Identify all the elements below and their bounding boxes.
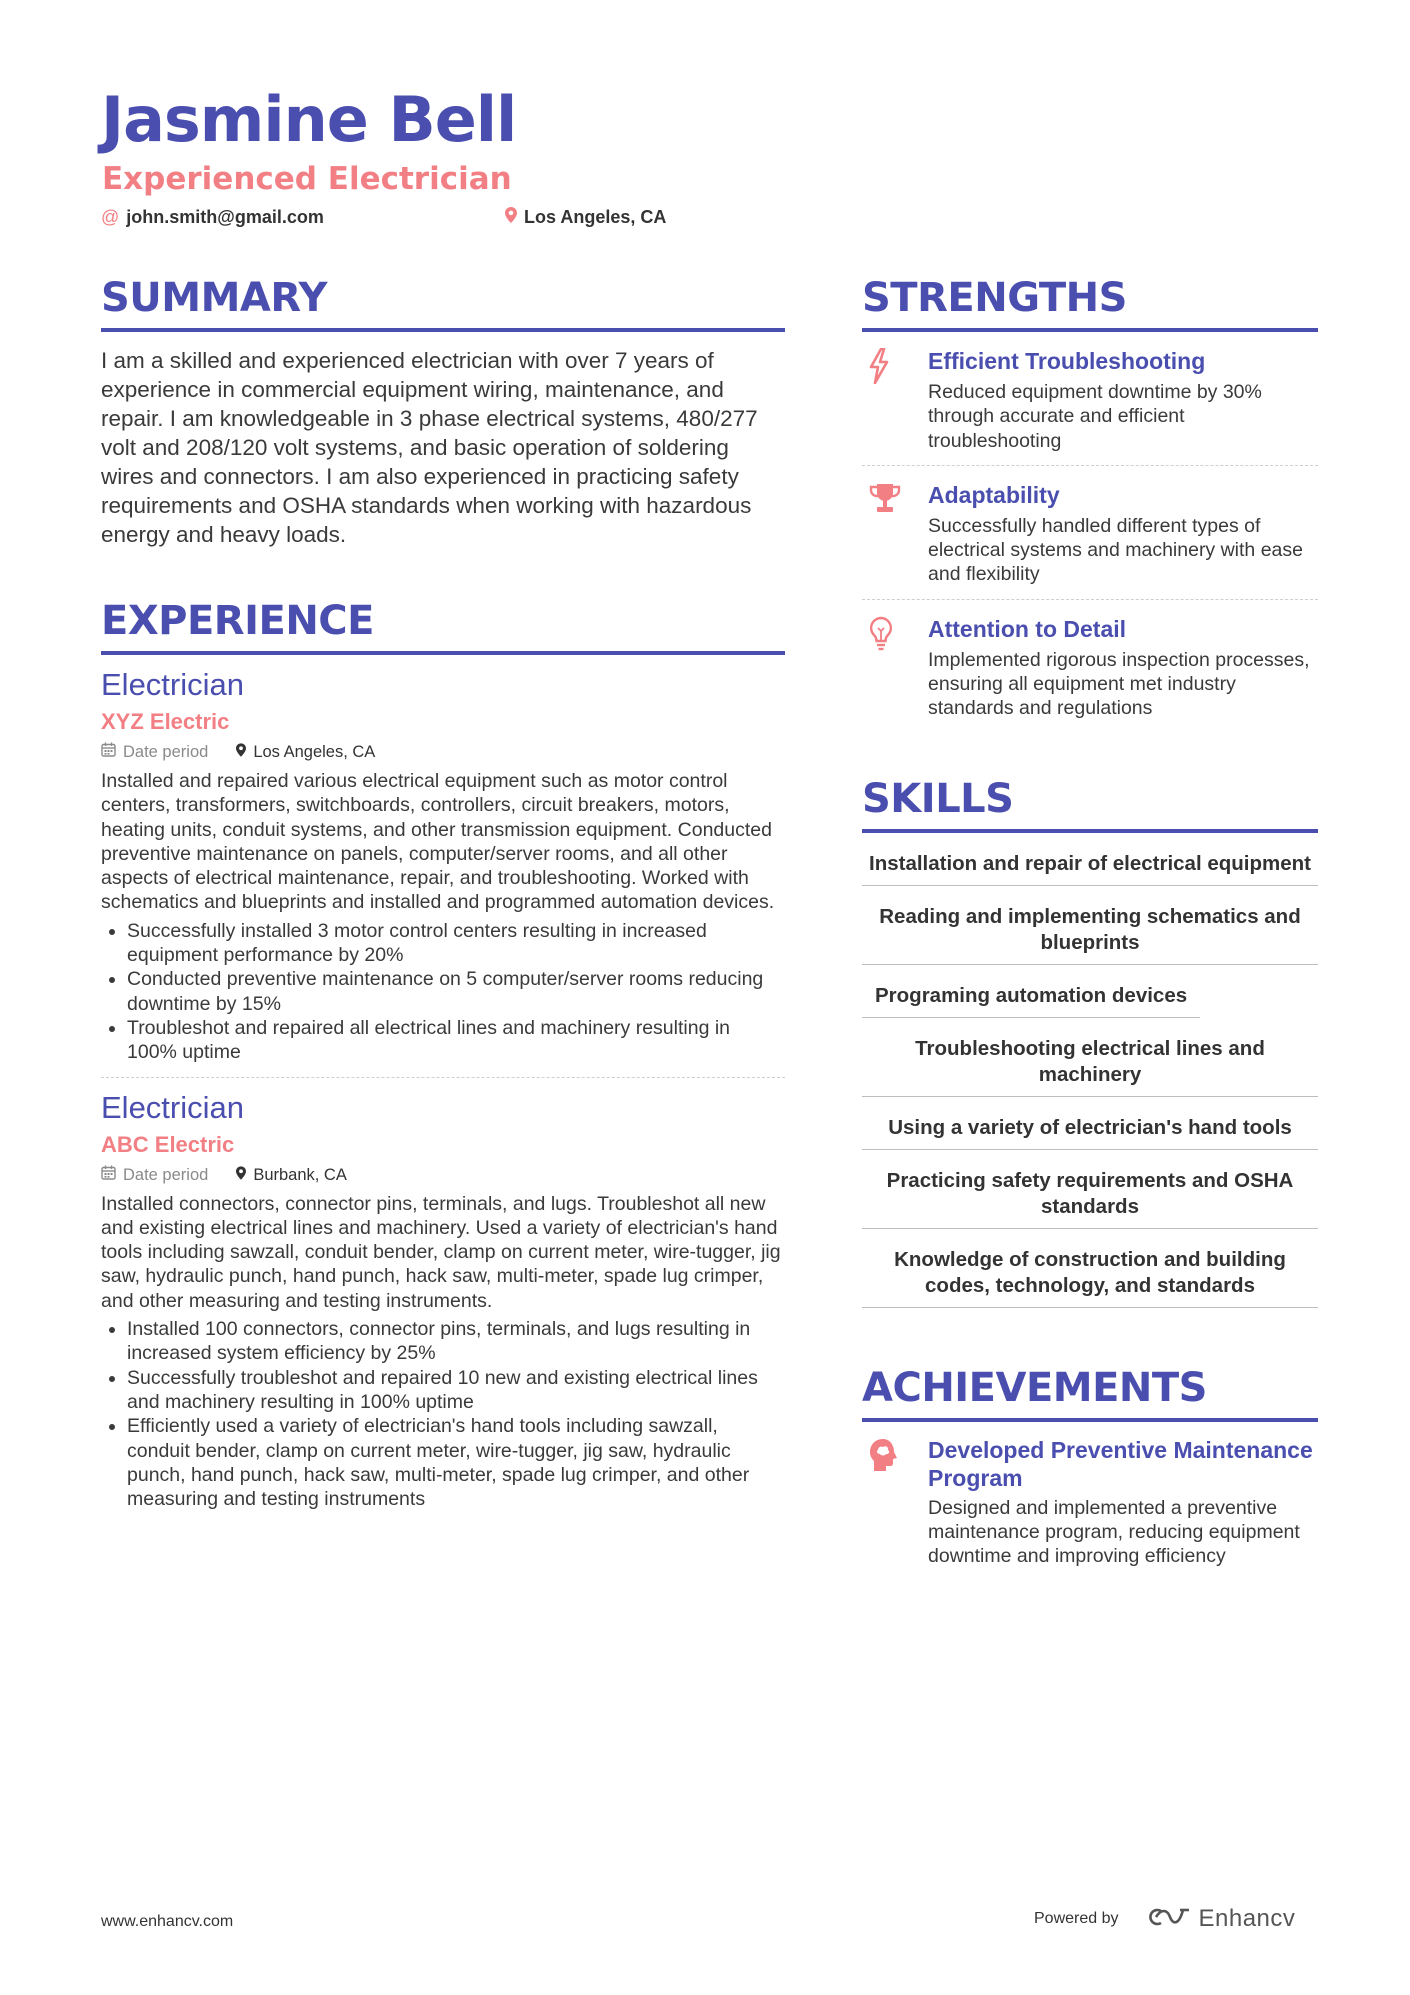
candidate-role: Experienced Electrician: [102, 161, 512, 197]
right-column: [862, 272, 1318, 1569]
footer-branding: [1034, 1905, 1295, 1933]
map-pin-icon: [505, 205, 517, 229]
skill-tag: Knowledge of construction and building codes, technology, and standards: [862, 1235, 1318, 1308]
skill-tag: Installation and repair of electrical equipment: [862, 839, 1318, 886]
job-company: ABC Electric: [101, 1131, 235, 1157]
job-entry: [101, 1088, 785, 1512]
strength-description: Implemented rigorous inspection processes, ensuring all equipment met industry standards and regulations: [928, 648, 1310, 720]
job-company: XYZ Electric: [101, 709, 230, 734]
summary-title: SUMMARY: [101, 272, 785, 332]
job-entry: [101, 665, 785, 1065]
job-meta: [101, 1164, 785, 1186]
email-text: john.smith@gmail.com: [126, 207, 324, 227]
job-description: Installed connectors, connector pins, terminals, and lugs. Troubleshot all new and existing electrical lines and machinery. Used a variety of electrician's hand tools including sawzall, conduit bender, clamp on current meter, wire-tugger, jig saw, hydraulic punch, hand punch, hack saw, multi-meter, spade lug crimper, and other measuring and testing instruments.: [101, 1192, 781, 1312]
achievements-title: ACHIEVEMENTS: [862, 1362, 1318, 1422]
strength-title: Adaptability: [928, 481, 1060, 508]
candidate-name: Jasmine Bell: [101, 83, 517, 156]
job-meta: [101, 741, 785, 763]
skill-tag: Troubleshooting electrical lines and machinery: [862, 1024, 1318, 1097]
calendar-icon: [101, 741, 116, 763]
contact-email[interactable]: [101, 205, 324, 229]
job-bullets: [101, 1317, 785, 1511]
summary-text: I am a skilled and experienced electrician with over 7 years of experience in commercial equipment wiring, maintenance, and repair. I am knowledgeable in 3 phase electrical systems, 480/277 volt and 208/120 volt systems, and basic operation of soldering wires and connectors. I am also experienced in practicing safety requirements and OSHA standards when working with hazardous energy and heavy loads.: [101, 348, 758, 547]
job-bullet: • Successfully troubleshot and repaired 10 new and existing electrical lines and machinery resulting in 100% uptime: [127, 1366, 785, 1415]
job-bullet: • Efficiently used a variety of electrician's hand tools including sawzall, conduit bender, clamp on current meter, wire-tugger, jig saw, hydraulic punch, hand punch, hack saw, multi-meter, spade lug crimper, and other measuring and testing instruments: [127, 1414, 785, 1511]
strength-description: Reduced equipment downtime by 30% through accurate and efficient troubleshooting: [928, 381, 1262, 452]
job-divider: [101, 1077, 785, 1078]
achievement-item: [862, 1422, 1318, 1569]
trophy-icon: [862, 480, 928, 587]
job-date: Date period: [123, 743, 209, 761]
achievements-section: [862, 1362, 1318, 1569]
left-column: [101, 272, 785, 1511]
footer-website-link[interactable]: www.enhancv.com: [101, 1913, 234, 1930]
map-pin-icon: [236, 741, 246, 763]
strength-title: Efficient Troubleshooting: [928, 348, 1206, 374]
job-title: Electrician: [101, 667, 244, 702]
calendar-icon: [101, 1164, 116, 1186]
job-location: Los Angeles, CA: [253, 743, 376, 761]
contact-location: [505, 205, 666, 229]
experience-section: [101, 595, 785, 1511]
job-bullet: • Troubleshot and repaired all electrical lines and machinery resulting in 100% uptime: [127, 1016, 785, 1065]
skill-row: [862, 965, 1318, 1018]
lightning-bolt-icon: [862, 346, 928, 453]
enhancv-brand-name: Enhancv: [1198, 1905, 1296, 1932]
achievement-title: Developed Preventive Maintenance Program: [928, 1436, 1313, 1491]
job-bullet: • Successfully installed 3 motor control centers resulting in increased equipment performance by 20%: [127, 919, 785, 968]
summary-section: [101, 272, 785, 549]
job-location: Burbank, CA: [253, 1165, 347, 1184]
skill-tag: Practicing safety requirements and OSHA standards: [862, 1156, 1318, 1229]
achievement-description: Designed and implemented a preventive maintenance program, reducing equipment downtime and improving efficiency: [928, 1496, 1300, 1568]
strengths-title: STRENGTHS: [862, 272, 1318, 332]
powered-by-label: Powered by: [1034, 1910, 1119, 1927]
lightbulb-icon: [862, 614, 928, 721]
job-bullet: • Conducted preventive maintenance on 5 computer/server rooms reducing downtime by 15%: [127, 967, 785, 1016]
job-bullets: [101, 919, 785, 1065]
strength-title: Attention to Detail: [928, 615, 1127, 642]
job-bullet: • Installed 100 connectors, connector pins, terminals, and lugs resulting in increased system efficiency by 25%: [127, 1317, 785, 1366]
strength-item: [862, 332, 1318, 466]
strengths-section: [862, 272, 1318, 733]
skill-tag: Using a variety of electrician's hand tools: [862, 1103, 1318, 1150]
enhancv-logo-icon: [1145, 1906, 1191, 1933]
skills-title: SKILLS: [862, 773, 1318, 833]
strength-item: [862, 466, 1318, 600]
skill-tag: Reading and implementing schematics and blueprints: [862, 892, 1318, 965]
map-pin-icon: [236, 1164, 246, 1186]
skills-section: [862, 773, 1318, 1308]
skill-tag: Programing automation devices: [862, 971, 1200, 1018]
head-brain-icon: [862, 1436, 928, 1569]
job-title: Electrician: [101, 1089, 244, 1125]
job-date: Date period: [123, 1165, 209, 1184]
at-icon: @: [101, 207, 120, 227]
strength-description: Successfully handled different types of electrical systems and machinery with ease and flexibility: [928, 514, 1303, 586]
location-text: Los Angeles, CA: [524, 207, 667, 227]
strength-item: [862, 600, 1318, 733]
job-description: Installed and repaired various electrical equipment such as motor control centers, transformers, switchboards, controllers, circuit breakers, motors, heating units, conduit systems, and other transmission equipment. Conducted preventive maintenance on panels, computer/server rooms, and all other aspects of electrical maintenance, repair, and troubleshooting. Worked with schematics and blueprints and installed and programmed automation devices.: [101, 770, 775, 914]
experience-title: EXPERIENCE: [101, 595, 785, 655]
